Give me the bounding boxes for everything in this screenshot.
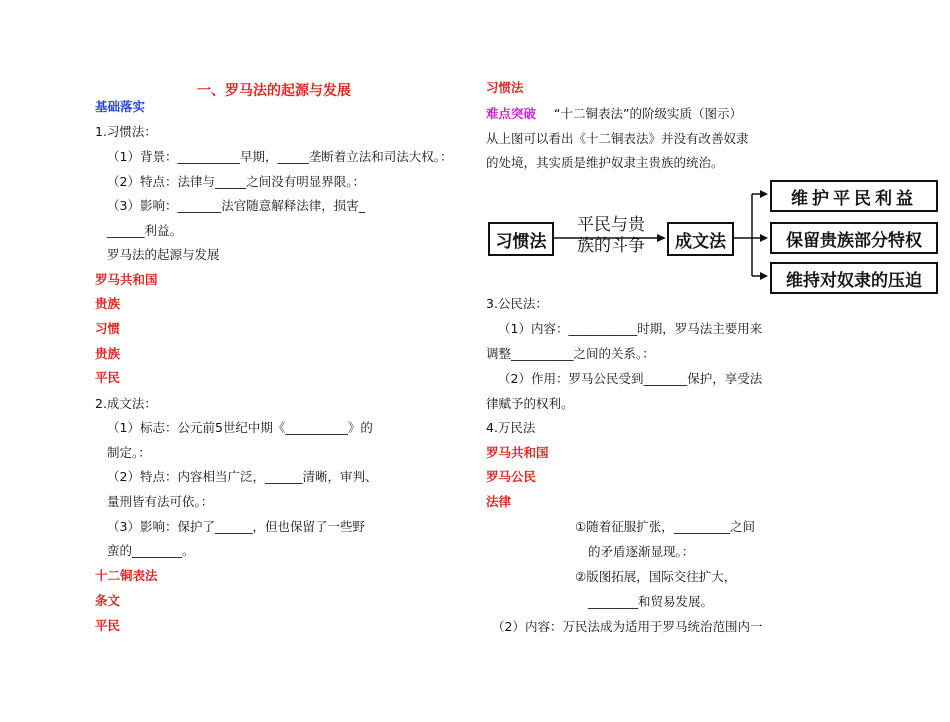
- difficulty-label: 难点突破: [486, 106, 537, 121]
- text-line: （1）背景：__________早期，_____垄断着立法和司法大权。：: [107, 149, 453, 164]
- text-line: 蛮的________。: [107, 543, 195, 558]
- text-line: ______利益。: [107, 223, 183, 238]
- page-title: 一、罗马法的起源与发展: [197, 83, 351, 99]
- text-line: （3）影响：保护了______，但也保留了一些野: [107, 519, 365, 534]
- text-line: （1）标志：公元前5世纪中期《__________》的: [107, 420, 373, 435]
- text-line: 3.公民法：: [486, 296, 548, 311]
- answer-text: 习惯法: [486, 80, 524, 95]
- text-line: 罗马法的起源与发展: [107, 247, 220, 262]
- difficulty-text: “十二铜表法”的阶级实质（图示）: [554, 106, 742, 121]
- text-line: 的处境，其实质是维护奴隶主贵族的统治。: [486, 155, 724, 170]
- text-line: 制定。：: [107, 445, 151, 460]
- box-written-law: 成文法: [667, 222, 734, 256]
- text-line: （2）内容：万民法成为适用于罗马统治范围内一: [492, 619, 763, 634]
- text-line: 4.万民法: [486, 420, 536, 435]
- box-oppress-slaves: 维持对奴隶的压迫: [770, 262, 938, 294]
- answer-text: 法律: [486, 494, 512, 509]
- text-line: （2）作用：罗马公民受到_______保护，享受法: [498, 371, 763, 386]
- section-heading: 基础落实: [95, 99, 146, 114]
- text-line: 1.习惯法：: [95, 124, 157, 139]
- text-line: 调整__________之间的关系。：: [486, 346, 655, 361]
- answer-text: 条文: [95, 593, 121, 608]
- text-line: 2.成文法：: [95, 396, 157, 411]
- answer-text: 罗马共和国: [486, 445, 549, 460]
- answer-text: 平民: [95, 618, 121, 633]
- text-line: （1）内容：___________时期，罗马法主要用来: [498, 321, 763, 336]
- answer-text: 罗马共和国: [95, 272, 158, 287]
- text-line: 的矛盾逐渐显现。：: [588, 544, 695, 559]
- arrow-label-line: 平民与贵: [577, 215, 645, 235]
- text-line: （2）特点：法律与_____之间没有明显界限。：: [107, 174, 365, 189]
- arrow-label-line: 族的斗争: [577, 236, 645, 256]
- box-retain-privileges: 保留贵族部分特权: [770, 222, 938, 254]
- arrow-label: [563, 215, 659, 257]
- answer-text: 平民: [95, 370, 121, 385]
- text-line: （2）特点：内容相当广泛，______清晰，审判、: [107, 469, 378, 484]
- text-line: ②版图拓展，国际交往扩大，: [575, 569, 737, 584]
- answer-text: 贵族: [95, 346, 121, 361]
- text-line: ________和贸易发展。: [588, 594, 714, 609]
- answer-text: 习惯: [95, 321, 121, 336]
- text-line: （3）影响：_______法官随意解释法律，损害_: [107, 198, 365, 213]
- box-customary-law: 习惯法: [488, 222, 554, 256]
- answer-text: 贵族: [95, 296, 121, 311]
- answer-text: 十二铜表法: [95, 568, 158, 583]
- text-line: 量刑皆有法可依。：: [107, 494, 214, 509]
- text-line: ①随着征服扩张，_________之间: [575, 519, 755, 534]
- difficulty-line: [486, 106, 742, 122]
- text-line: 从上图可以看出《十二铜表法》并没有改善奴隶: [486, 131, 749, 146]
- box-protect-plebeians: 维护平民利益: [770, 180, 938, 212]
- answer-text: 罗马公民: [486, 469, 537, 484]
- text-line: 律赋予的权利。: [486, 396, 574, 411]
